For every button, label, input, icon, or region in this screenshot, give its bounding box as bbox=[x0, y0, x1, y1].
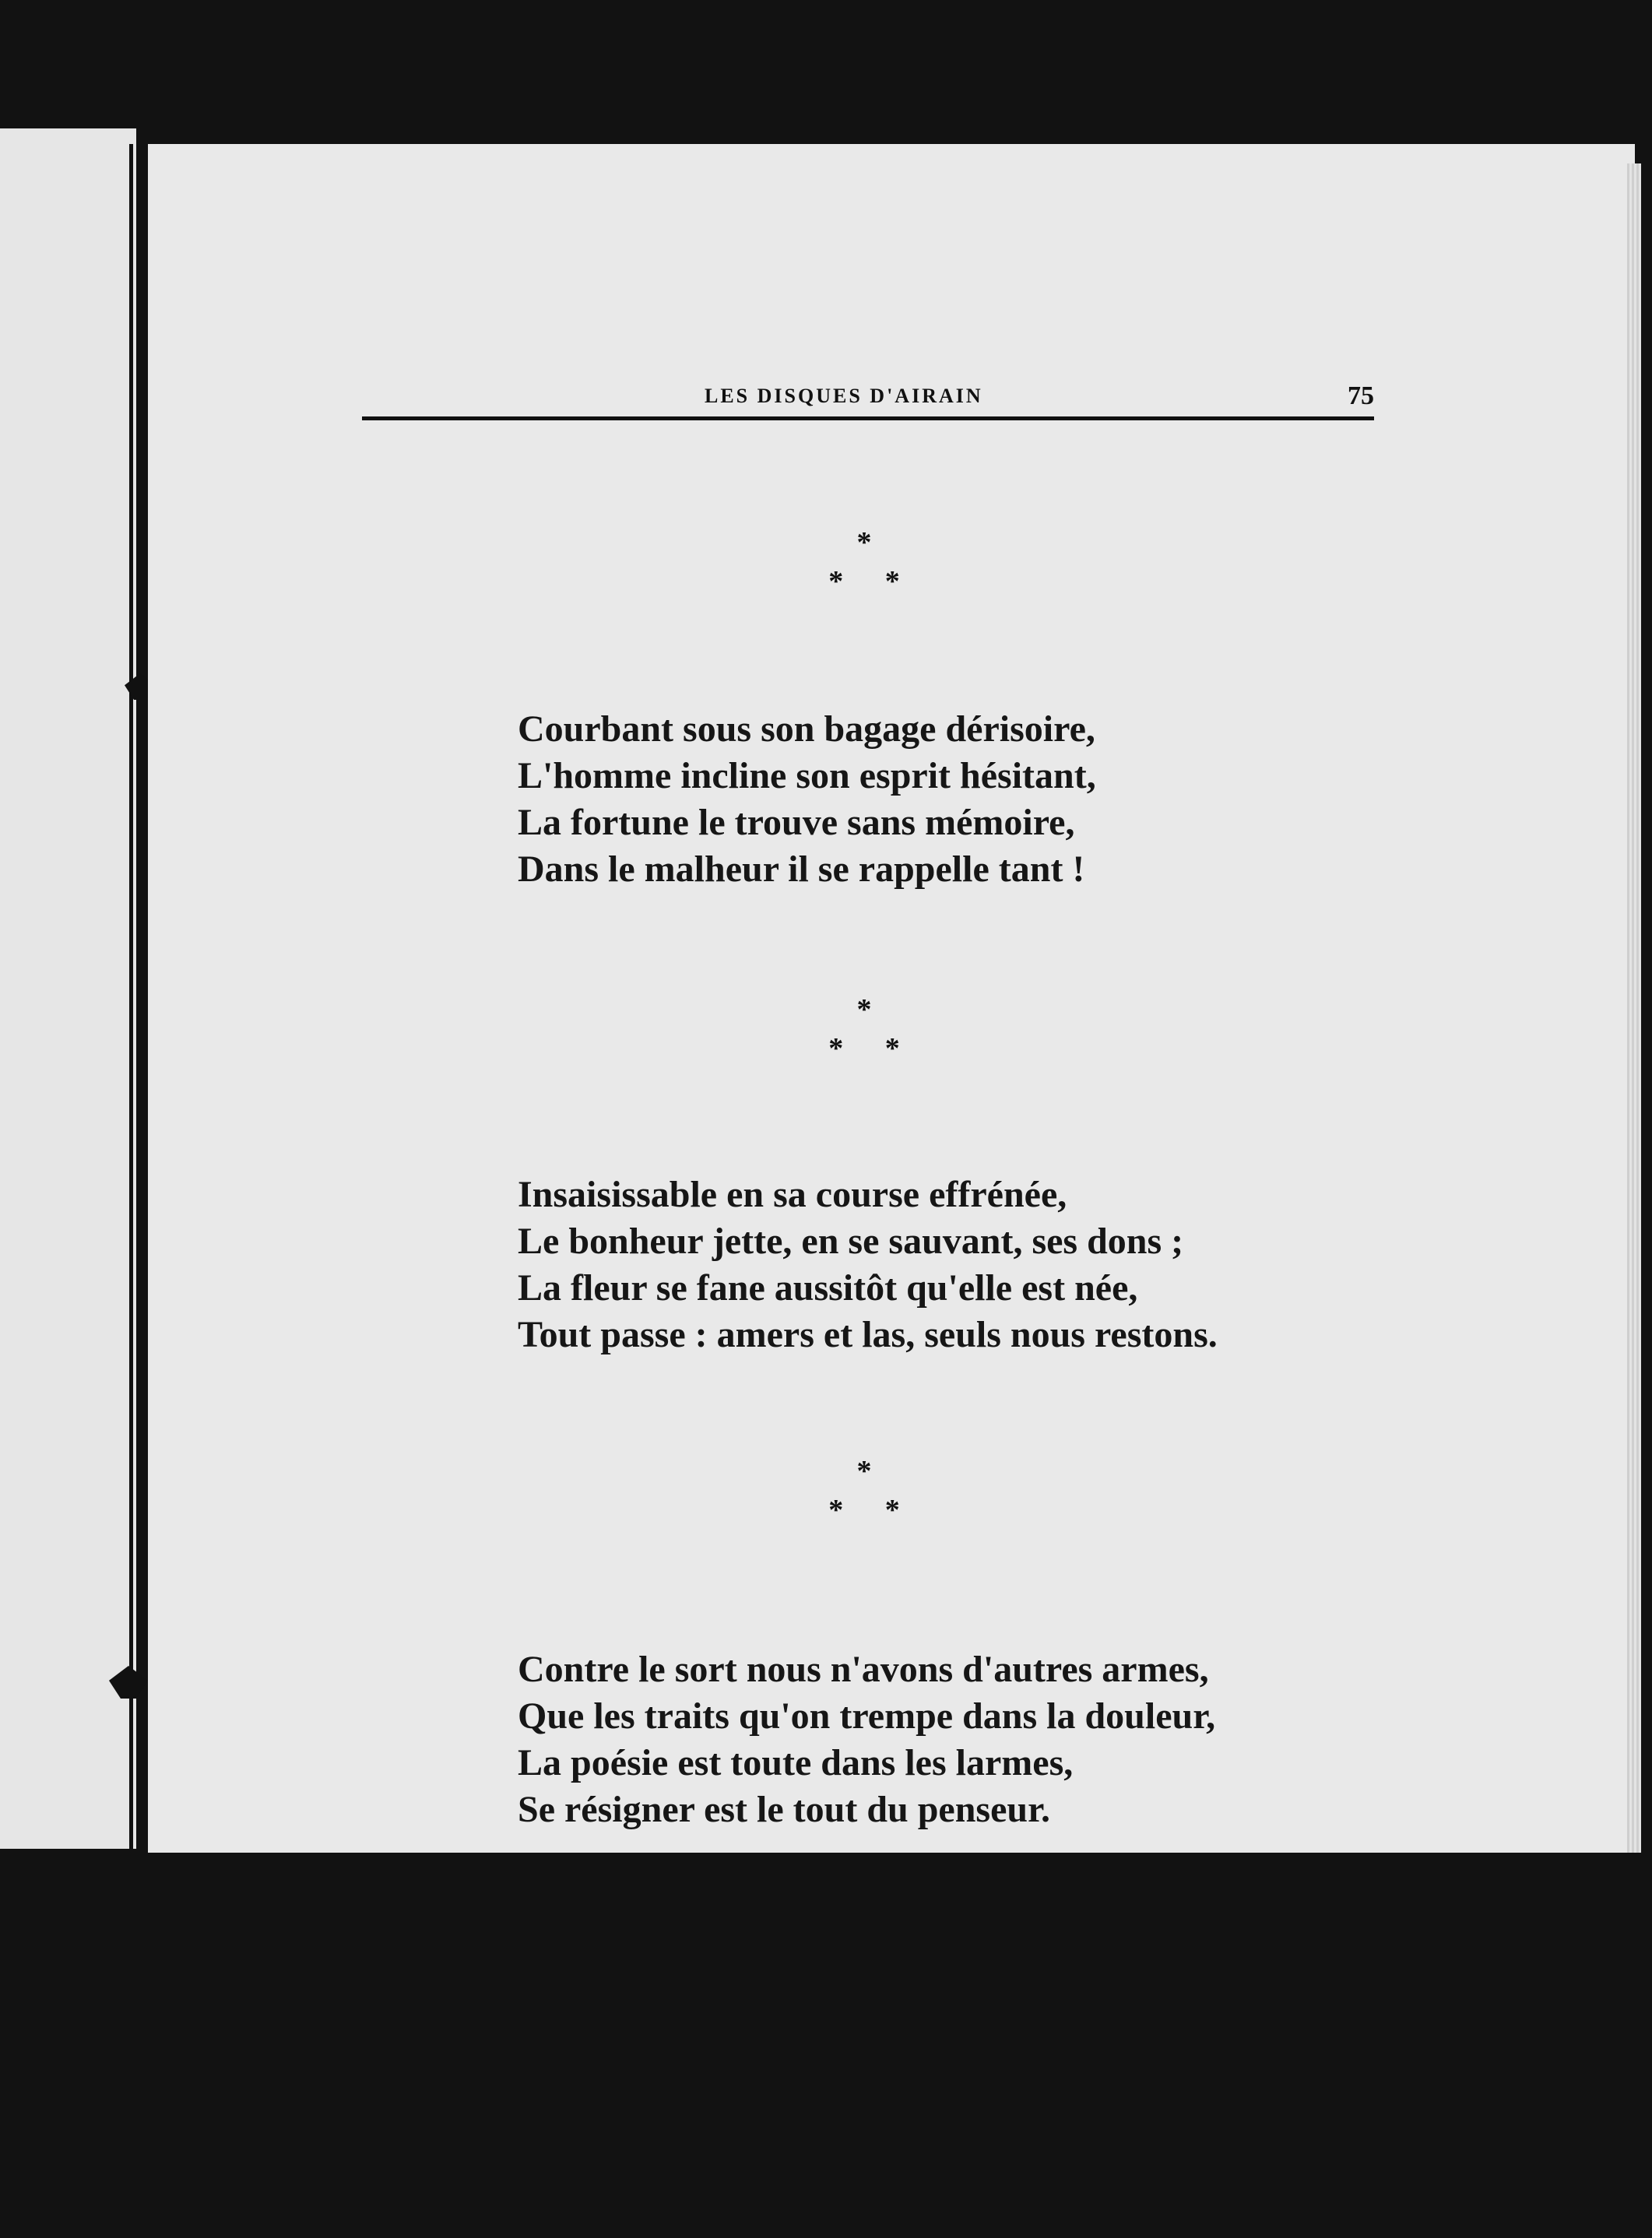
poem-stanza bbox=[518, 706, 1530, 893]
verse-line: Courbant sous son bagage dérisoire, bbox=[518, 708, 1095, 750]
page-header bbox=[362, 381, 1374, 419]
verse-line: Que les traits qu'on trempe dans la douleur, bbox=[518, 1695, 1216, 1737]
page-number: 75 bbox=[1348, 381, 1374, 410]
binding-gutter-line bbox=[129, 144, 133, 1849]
verse-line: Insaisissable en sa course effrénée, bbox=[518, 1174, 1067, 1215]
section-asterism bbox=[810, 1452, 919, 1530]
asterism-top: * bbox=[856, 1455, 872, 1488]
asterism-bottom: * * bbox=[828, 565, 917, 598]
poem-stanza bbox=[518, 1646, 1530, 1833]
verse-line: La fortune le trouve sans mémoire, bbox=[518, 802, 1075, 843]
asterism-top: * bbox=[856, 993, 872, 1026]
asterism-bottom: * * bbox=[828, 1032, 917, 1065]
section-asterism bbox=[810, 990, 919, 1068]
section-asterism bbox=[810, 523, 919, 601]
running-title: LES DISQUES D'AIRAIN bbox=[705, 385, 983, 407]
asterism-top: * bbox=[856, 526, 872, 559]
verse-line: Se résigner est le tout du penseur. bbox=[518, 1789, 1050, 1830]
header-rule bbox=[362, 416, 1374, 420]
poem-stanza bbox=[518, 1172, 1530, 1358]
verse-line: Tout passe : amers et las, seuls nous restons. bbox=[518, 1314, 1218, 1355]
verse-line: Le bonheur jette, en se sauvant, ses dons ; bbox=[518, 1221, 1184, 1262]
verse-line: Dans le malheur il se rappelle tant ! bbox=[518, 848, 1085, 890]
verse-line: La fleur se fane aussitôt qu'elle est née, bbox=[518, 1267, 1138, 1309]
verse-line: Contre le sort nous n'avons d'autres armes, bbox=[518, 1649, 1209, 1690]
facing-page-edge bbox=[0, 128, 136, 1849]
asterism-bottom: * * bbox=[828, 1494, 917, 1527]
verse-line: La poésie est toute dans les larmes, bbox=[518, 1742, 1074, 1783]
verse-line: L'homme incline son esprit hésitant, bbox=[518, 755, 1096, 796]
page-stack-edge bbox=[1627, 163, 1641, 1853]
scan-background bbox=[0, 1853, 1652, 2238]
